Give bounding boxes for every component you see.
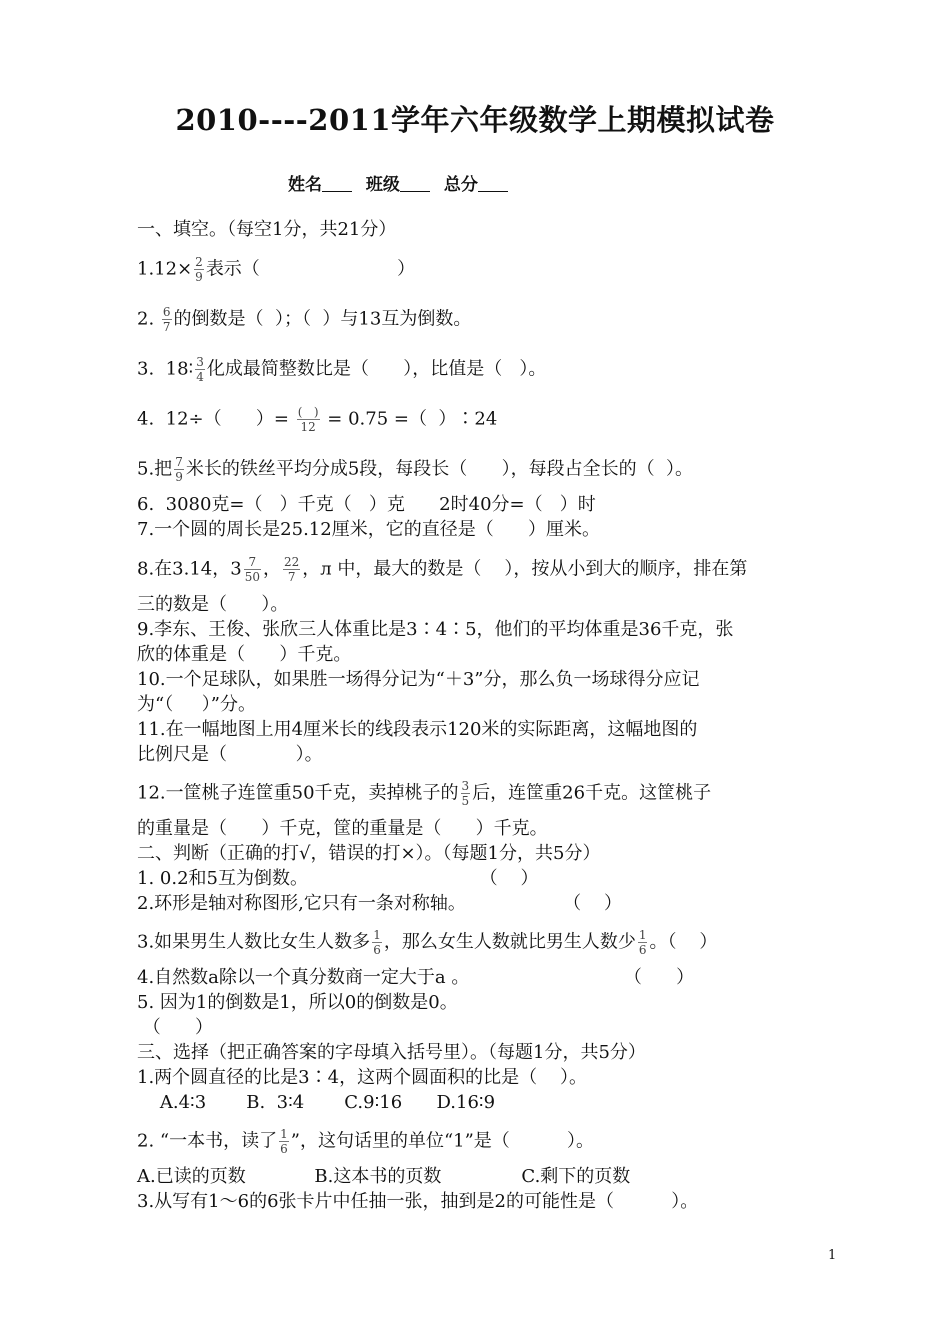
text-segment: 8.在3.14，3 xyxy=(137,558,242,580)
score-label: 总分 xyxy=(443,175,478,195)
line-q9b: 欣的体重是（ ）千克。 xyxy=(137,644,352,665)
line-c2 xyxy=(137,1127,594,1156)
fraction-denominator: 12 xyxy=(300,420,316,434)
text-segment: 表示（ ） xyxy=(205,258,416,280)
text-segment: 2. “一本书，读了 xyxy=(137,1130,278,1152)
line-q1 xyxy=(137,255,415,284)
class-label: 班级 xyxy=(365,175,400,195)
line-q2 xyxy=(137,305,471,334)
line-q10: 10.一个足球队，如果胜一场得分记为“＋3”分，那么负一场球得分应记 xyxy=(137,669,700,690)
line-q4 xyxy=(137,405,497,434)
fraction xyxy=(194,255,204,284)
line-c1: 1.两个圆直径的比是3∶4，这两个圆面积的比是（ ）。 xyxy=(137,1067,587,1088)
text-segment: ，л 中，最大的数是（ ），按从小到大的顺序，排在第 xyxy=(302,558,748,580)
line-q3 xyxy=(137,355,546,384)
fraction-denominator: 9 xyxy=(175,470,183,484)
fraction-numerator: 1 xyxy=(373,928,381,942)
fraction-numerator: 22 xyxy=(284,555,300,569)
line-s3: 三、选择（把正确答案的字母填入括号里）。（每题1分，共5分） xyxy=(137,1042,646,1063)
line-c3: 3.从写有1～6的6张卡片中任抽一张，抽到是2的可能性是（ ）。 xyxy=(137,1191,699,1212)
line-c1opts: A.4∶3 B. 3∶4 C.9∶16 D.16∶9 xyxy=(137,1092,496,1113)
fraction-denominator: 6 xyxy=(373,943,381,957)
line-q7: 7.一个圆的周长是25.12厘米，它的直径是（ ）厘米。 xyxy=(137,519,601,540)
name-label: 姓名 xyxy=(288,175,322,195)
page-number: 1 xyxy=(828,1248,837,1263)
fraction xyxy=(372,928,382,957)
fraction xyxy=(244,555,261,584)
fraction xyxy=(174,455,184,484)
line-j4: 4.自然数a除以一个真分数商一定大于a 。 （ ） xyxy=(137,967,695,988)
fraction-numerator: ( ) xyxy=(297,405,319,419)
text-segment: 米长的铁丝平均分成5段，每段长（ ），每段占全长的（ ）。 xyxy=(185,458,694,480)
text-segment: 2. xyxy=(137,308,160,330)
line-q11: 11.在一幅地图上用4厘米长的线段表示120米的实际距离，这幅地图的 xyxy=(137,719,698,740)
text-segment: 1.12× xyxy=(137,258,193,280)
fraction xyxy=(297,405,320,434)
fraction-denominator: 50 xyxy=(244,570,260,584)
fraction xyxy=(162,305,172,334)
fraction xyxy=(195,355,205,384)
line-q9: 9.李东、王俊、张欣三人体重比是3∶4∶5，他们的平均体重是36千克，张 xyxy=(137,619,734,640)
line-q8 xyxy=(137,555,747,584)
fraction-numerator: 3 xyxy=(196,355,204,369)
fraction-numerator: 2 xyxy=(195,255,203,269)
fraction xyxy=(638,928,648,957)
name-blank xyxy=(322,173,352,192)
line-q11b: 比例尺是（ ）。 xyxy=(137,744,323,765)
line-q5 xyxy=(137,455,693,484)
line-j5: 5. 因为1的倒数是1，所以0的倒数是0。 xyxy=(137,992,458,1013)
page-title: 2010----2011学年六年级数学上期模拟试卷 xyxy=(175,103,775,137)
fraction-numerator: 6 xyxy=(162,305,171,319)
text-segment: 4. 12÷（ ）= xyxy=(137,408,295,430)
text-segment: 。（ ） xyxy=(649,931,718,953)
fraction-denominator: 7 xyxy=(287,570,296,584)
fraction xyxy=(461,779,471,808)
line-q12 xyxy=(137,779,711,808)
line-s1: 一、填空。（每空1分，共21分） xyxy=(137,219,397,240)
line-q8b: 三的数是（ ）。 xyxy=(137,594,289,615)
line-j2: 2.环形是轴对称图形,它只有一条对称轴。 （ ） xyxy=(137,893,623,914)
text-segment: ，那么女生人数就比男生人数少 xyxy=(383,931,636,953)
fraction-denominator: 9 xyxy=(195,270,203,284)
fraction-denominator: 7 xyxy=(162,320,171,334)
line-c2opts: A.已读的页数 B.这本书的页数 C.剩下的页数 xyxy=(137,1166,631,1187)
fraction-denominator: 4 xyxy=(196,370,204,384)
fraction-denominator: 6 xyxy=(638,943,647,957)
text-segment: 化成最简整数比是（ ），比值是（ ）。 xyxy=(206,358,547,380)
fraction-numerator: 1 xyxy=(638,928,647,942)
fraction-denominator: 5 xyxy=(461,794,470,808)
score-blank xyxy=(478,173,508,192)
text-segment: 3. 18∶ xyxy=(137,358,194,380)
line-s2: 二、判断（正确的打√，错误的打×）。（每题1分，共5分） xyxy=(137,843,601,864)
fraction-numerator: 1 xyxy=(280,1127,288,1141)
text-segment: 的倒数是（ ）；（ ）与13互为倒数。 xyxy=(173,308,472,330)
class-blank xyxy=(400,173,430,192)
fraction xyxy=(283,555,300,584)
text-segment: 后，连筐重26千克。这筐桃子 xyxy=(472,782,712,804)
text-segment: ”，这句话里的单位“1”是（ ）。 xyxy=(290,1130,595,1152)
text-segment: 3.如果男生人数比女生人数多 xyxy=(137,931,371,953)
fraction-numerator: 7 xyxy=(175,455,183,469)
fraction-numerator: 7 xyxy=(244,555,261,570)
line-j1: 1. 0.2和5互为倒数。 （ ） xyxy=(137,868,539,889)
fraction-numerator: 3 xyxy=(461,779,470,793)
line-q6: 6. 3080克=（ ）千克（ ）克 2时40分=（ ）时 xyxy=(137,494,596,515)
student-info xyxy=(288,170,516,195)
fraction-denominator: 6 xyxy=(280,1142,288,1156)
text-segment: 12.一筐桃子连筐重50千克，卖掉桃子的 xyxy=(137,782,459,804)
line-j5b: （ ） xyxy=(137,1017,214,1038)
text-segment: ， xyxy=(263,558,281,580)
line-j3 xyxy=(137,928,717,957)
fraction xyxy=(279,1127,289,1156)
text-segment: 5.把 xyxy=(137,458,173,480)
line-q10b: 为“（ ）”分。 xyxy=(137,694,257,715)
text-segment: = 0.75 =（ ）∶24 xyxy=(321,408,498,430)
line-q12b: 的重量是（ ）千克，筐的重量是（ ）千克。 xyxy=(137,818,548,839)
